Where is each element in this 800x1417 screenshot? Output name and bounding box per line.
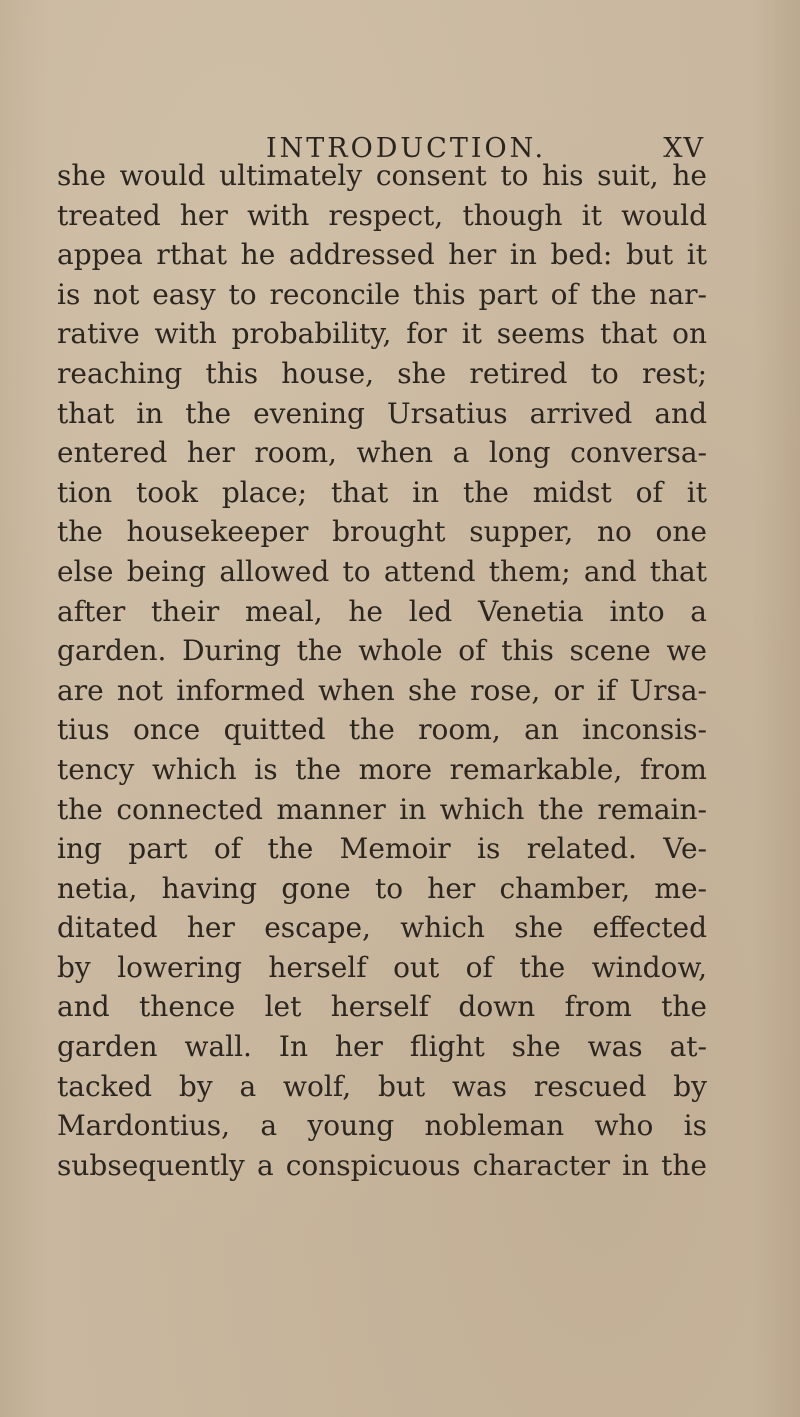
text-line: and thence let herself down from the	[57, 990, 707, 1024]
text-line: tency which is the more remarkable, from	[57, 752, 707, 786]
text-line: after their meal, he led Venetia into a	[57, 594, 707, 628]
body-text	[57, 156, 707, 1185]
text-line: ditated her escape, which she effected	[57, 911, 707, 945]
text-line: else being allowed to attend them; and that	[57, 554, 707, 588]
page-number: XV	[663, 132, 704, 164]
text-line: netia, having gone to her chamber, me-	[57, 871, 707, 905]
text-line: tacked by a wolf, but was rescued by	[57, 1069, 707, 1103]
text-line: rative with probability, for it seems that on	[57, 317, 707, 351]
text-line: garden. During the whole of this scene we	[57, 634, 707, 668]
text-line: she would ultimately consent to his suit, he	[57, 159, 707, 192]
text-line: subsequently a conspicuous character in the	[57, 1148, 707, 1182]
text-line: Mardontius, a young nobleman who is	[57, 1109, 707, 1143]
text-line: is not easy to reconcile this part of the nar-	[57, 277, 707, 311]
running-title: INTRODUCTION.	[266, 132, 547, 164]
text-line: treated her with respect, though it would	[57, 198, 707, 232]
text-line: the housekeeper brought supper, no one	[57, 515, 707, 549]
text-line: tius once quitted the room, an inconsis-	[57, 713, 707, 747]
text-line: the connected manner in which the remain-	[57, 792, 707, 826]
text-line: garden wall. In her flight she was at-	[57, 1030, 707, 1064]
text-line: appea rthat he addressed her in bed: but it	[57, 238, 707, 272]
text-line: by lowering herself out of the window,	[57, 950, 707, 984]
text-line: tion took place; that in the midst of it	[57, 475, 707, 509]
text-line: are not informed when she rose, or if Ursa-	[57, 673, 707, 707]
text-line: that in the evening Ursatius arrived and	[57, 396, 707, 430]
text-line: reaching this house, she retired to rest;	[57, 356, 707, 390]
text-line: entered her room, when a long conversa-	[57, 436, 707, 470]
text-line: ing part of the Memoir is related. Ve-	[57, 832, 707, 866]
